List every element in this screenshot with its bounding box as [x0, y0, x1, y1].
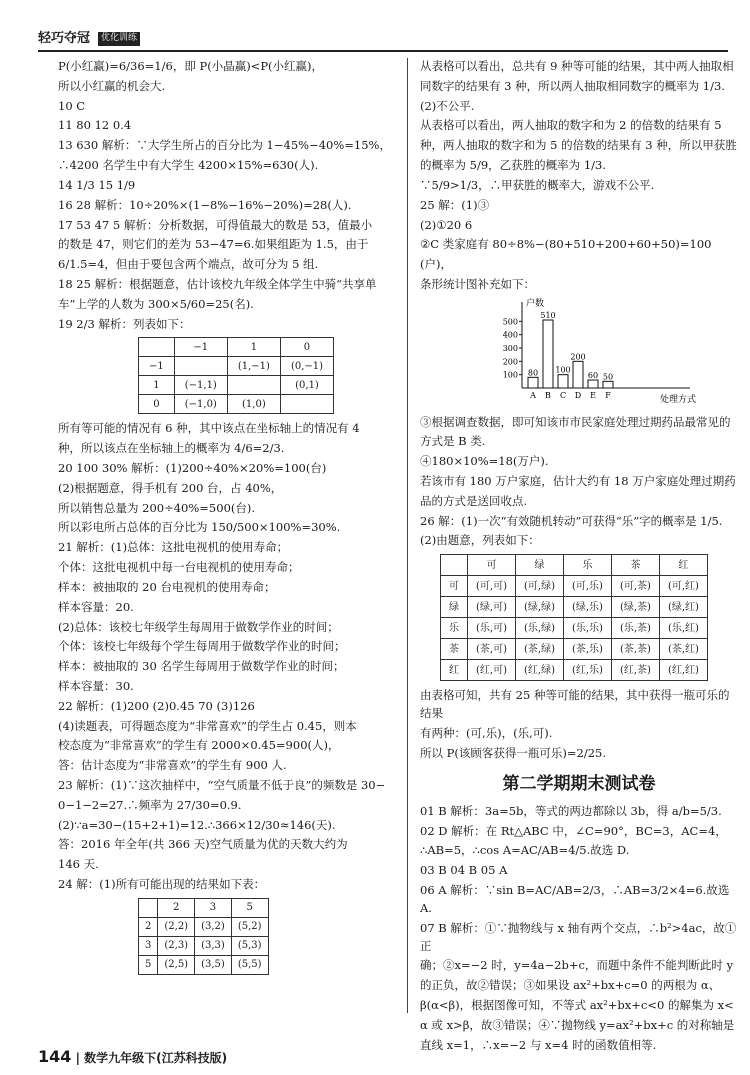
text-line: 所以 P(该顾客获得一瓶可乐)=2/25.	[420, 745, 606, 760]
text-line: (2)①20 6	[420, 217, 473, 232]
data-label: 60	[587, 370, 599, 380]
text-line: 种，所以该点在坐标轴上的概率为 4/6=2/3.	[58, 441, 285, 456]
data-label: 200	[570, 352, 586, 362]
bar-B	[543, 320, 553, 388]
table-cell: (3,2)	[195, 917, 232, 936]
text-line: 确；②x=−2 时，y=4a−2b+c，而题中条件不能判断此时 y	[420, 958, 734, 973]
table-cell: 5	[139, 955, 158, 974]
right-text-block-3	[420, 687, 738, 762]
table-cell: (可,乐)	[563, 576, 611, 597]
text-line: (2)不公平.	[420, 98, 475, 113]
text-line: ③根据调查数据，即可知该市市民家庭处理过期药品最常见的	[420, 414, 731, 429]
table-cell: 可	[441, 576, 468, 597]
text-line: 样本：被抽取的 20 台电视机的使用寿命；	[58, 579, 276, 594]
text-line: 17 53 47 5 解析：分析数据，可得值最大的数是 53，值最小	[58, 217, 373, 232]
table-cell: 1	[227, 338, 280, 357]
section-title: 第二学期期末测试卷	[502, 773, 656, 794]
table-cell	[139, 338, 175, 357]
y-axis-label: 户数	[526, 298, 545, 309]
table-cell: (乐,绿)	[515, 618, 563, 639]
table-cell: (可,绿)	[515, 576, 563, 597]
table-cell: (5,2)	[231, 917, 268, 936]
text-line: 14 1/3 15 1/9	[58, 177, 136, 192]
table-row	[441, 639, 708, 660]
text-line: 同数字的结果有 3 种，所以两人抽取相同数字的概率为 1/3.	[420, 78, 725, 93]
table-q24	[138, 898, 269, 975]
text-line: 146 天.	[58, 857, 99, 872]
table-cell: (茶,茶)	[611, 639, 659, 660]
text-line: 06 A 解析：∵sin B=AC/AB=2/3，∴AB=3/2×4=6.故选 A.	[420, 883, 730, 915]
table-cell: (茶,绿)	[515, 639, 563, 660]
data-label: 80	[527, 368, 539, 378]
table-row	[441, 660, 708, 681]
table-row	[441, 555, 708, 576]
table-cell: (绿,可)	[468, 597, 516, 618]
text-line: (4)读题表，可得题态度为“非常喜欢”的学生占 0.45，则本	[58, 718, 357, 733]
text-line: 0−1−2=27.∴频率为 27/30=0.9.	[58, 797, 242, 812]
text-line: 20 100 30% 解析：(1)200÷40%×20%=100(台)	[58, 461, 327, 475]
text-line: 03 B 04 B 05 A	[420, 863, 508, 878]
table-cell: 0	[139, 395, 175, 414]
book-title: 数学九年级下(江苏科技版)	[84, 1051, 228, 1065]
text-line: 11 80 12 0.4	[58, 118, 132, 133]
y-tick-label: 500	[502, 317, 518, 327]
text-line: 6/1.5=4，但由于要包含两个端点，故可分为 5 组.	[58, 257, 319, 272]
text-line: (户)，	[420, 257, 452, 272]
x-tick-label: C	[559, 390, 567, 400]
table-cell: (1,0)	[227, 395, 280, 414]
table-cell: (1,−1)	[227, 357, 280, 376]
table-cell: (5,5)	[231, 955, 268, 974]
text-line: (2)根据题意，得手机有 200 台，占 40%，	[58, 480, 283, 495]
bar-chart	[500, 296, 738, 414]
table-cell: (2,2)	[158, 917, 195, 936]
right-text-block-2	[420, 414, 738, 551]
text-line: 所以销售总量为 200÷40%=500(台).	[58, 500, 256, 515]
text-line: 所以小红赢的机会大.	[58, 78, 166, 93]
text-line: 答：2016 年全年(共 366 天)空气质量为优的天数大约为	[58, 837, 348, 852]
data-label: 100	[555, 365, 571, 375]
text-line: ∴4200 名学生中有大学生 4200×15%=630(人).	[58, 158, 319, 173]
text-line: 品的方式是送回收点.	[420, 493, 528, 508]
table-cell: 可	[468, 555, 516, 576]
table-cell: (乐,乐)	[563, 618, 611, 639]
table-cell: (2,5)	[158, 955, 195, 974]
table-cell: (乐,可)	[468, 618, 516, 639]
page-number: 144	[38, 1047, 72, 1066]
text-line: 答：估计态度为“非常喜欢”的学生有 900 人.	[58, 758, 287, 773]
table-row	[139, 395, 334, 414]
table-cell: 1	[139, 376, 175, 395]
text-line: P(小红赢)=6/36=1/6，即 P(小晶赢)<P(小红赢)，	[58, 59, 324, 73]
text-line: 从表格可以看出，两人抽取的数字和为 2 的倍数的结果有 5	[420, 118, 722, 133]
text-line: ②C 类家庭有 80÷8%−(80+510+200+60+50)=100	[420, 237, 712, 252]
text-line: 16 28 解析：10÷20%×(1−8%−16%−20%)=28(人).	[58, 197, 352, 212]
text-line: 19 2/3 解析：列表如下：	[58, 316, 191, 331]
table-cell: (红,红)	[659, 660, 707, 681]
x-tick-label: A	[530, 390, 536, 400]
table-cell: (茶,乐)	[563, 639, 611, 660]
data-label: 510	[540, 310, 556, 320]
right-text-block-4	[420, 803, 738, 1055]
table-cell: (可,茶)	[611, 576, 659, 597]
table-cell: (绿,乐)	[563, 597, 611, 618]
table-cell: −1	[174, 338, 227, 357]
table-cell: 0	[280, 338, 333, 357]
text-line: 07 B 解析：①∵抛物线与 x 轴有两个交点，∴b²>4ac，故①正	[420, 920, 737, 953]
table-cell: (5,3)	[231, 936, 268, 955]
table-q26	[440, 554, 708, 681]
table-row	[139, 936, 269, 955]
text-line: 的数是 47，则它们的差为 53−47=6.如果组距为 1.5，由于	[58, 237, 369, 252]
text-line: 从表格可以看出，总共有 9 种等可能的结果，其中两人抽取相	[420, 59, 734, 73]
text-line: 所有等可能的情况有 6 种，其中该点在坐标轴上的情况有 4	[58, 421, 360, 436]
bar-A	[528, 377, 538, 388]
text-line: 直线 x=1，∴x=−2 与 x=4 时的函数值相等.	[420, 1037, 657, 1052]
text-line: 的概率为 5/9，乙获胜的概率为 1/3.	[420, 158, 606, 173]
text-line: (2)∵a=30−(15+2+1)=12.∴366×12/30≈146(天).	[58, 817, 336, 832]
table-cell: (可,可)	[468, 576, 516, 597]
x-tick-label: E	[590, 390, 596, 400]
table-cell: (红,绿)	[515, 660, 563, 681]
table-cell: 2	[158, 898, 195, 917]
table-cell: (茶,可)	[468, 639, 516, 660]
table-row	[441, 618, 708, 639]
text-line: 所以彩电所占总体的百分比为 150/500×100%=30%.	[58, 520, 341, 535]
table-cell: 2	[139, 917, 158, 936]
table-row	[139, 917, 269, 936]
table-cell: 红	[441, 660, 468, 681]
text-line: 车”上学的人数为 300×5/60=25(名).	[58, 296, 254, 311]
table-cell: (绿,茶)	[611, 597, 659, 618]
bar-E	[588, 380, 598, 388]
text-line: 种，两人抽取的数字和为 5 的倍数的结果有 3 种，所以甲获胜	[420, 138, 737, 153]
text-line: 02 D 解析：在 Rt△ABC 中，∠C=90°，BC=3，AC=4，	[420, 823, 727, 838]
table-cell	[280, 395, 333, 414]
table-cell: (绿,绿)	[515, 597, 563, 618]
bar-D	[573, 361, 583, 388]
bar-chart-svg	[500, 296, 720, 408]
bar-F	[603, 381, 613, 388]
table-cell: (可,红)	[659, 576, 707, 597]
right-text-block	[420, 58, 738, 294]
table-cell: (红,乐)	[563, 660, 611, 681]
table-cell: (茶,红)	[659, 639, 707, 660]
text-line: 个体：这批电视机中每一台电视机的使用寿命；	[58, 560, 300, 575]
table-cell: (3,3)	[195, 936, 232, 955]
text-line: 条形统计图补充如下：	[420, 276, 535, 291]
text-line: 方式是 B 类.	[420, 434, 486, 449]
text-line: 26 解：(1)一次“有效随机转动”可获得“乐”字的概率是 1/5.	[420, 513, 723, 528]
table-row	[441, 597, 708, 618]
page-header	[38, 28, 728, 52]
table-cell: (3,5)	[195, 955, 232, 974]
table-cell: 绿	[441, 597, 468, 618]
text-line: 的正负，故②错误；③如果设 ax²+bx+c=0 的两根为 α、	[420, 978, 721, 993]
table-row	[139, 898, 269, 917]
text-line: 18 25 解析：根据题意，估计该校九年级全体学生中骑“共享单	[58, 276, 377, 291]
table-cell: 乐	[563, 555, 611, 576]
table-q19	[138, 337, 334, 414]
x-tick-label: F	[605, 390, 611, 400]
left-column	[58, 58, 410, 981]
text-line: 若该市有 180 万户家庭，估计大约有 18 万户家庭处理过期药	[420, 474, 736, 488]
table-cell	[139, 898, 158, 917]
table-row	[441, 576, 708, 597]
left-text-block-2	[58, 420, 410, 894]
table-row	[139, 338, 334, 357]
text-line: 13 630 解析：∵大学生所占的百分比为 1−45%−40%=15%，	[58, 138, 391, 153]
text-line: (2)由题意，列表如下：	[420, 533, 540, 548]
data-label: 50	[602, 372, 614, 382]
text-line: 21 解析：(1)总体：这批电视机的使用寿命；	[58, 540, 289, 555]
table-cell: 茶	[441, 639, 468, 660]
table-cell: (绿,红)	[659, 597, 707, 618]
text-line: 样本容量：20.	[58, 599, 134, 614]
table-cell: (−1,0)	[174, 395, 227, 414]
y-tick-label: 300	[502, 343, 518, 353]
text-line: 由表格可知，共有 25 种等可能的结果，其中获得一瓶可乐的结果	[420, 688, 730, 721]
table-cell: (2,3)	[158, 936, 195, 955]
page-footer: 144 | 数学九年级下(江苏科技版)	[38, 1047, 228, 1066]
y-tick-label: 200	[502, 357, 518, 367]
left-text-block	[58, 58, 410, 333]
table-cell: (红,可)	[468, 660, 516, 681]
table-cell: 乐	[441, 618, 468, 639]
table-cell: (乐,茶)	[611, 618, 659, 639]
y-tick-label: 100	[502, 370, 518, 380]
header-logo: 轻巧夺冠	[38, 30, 91, 46]
table-cell: (乐,红)	[659, 618, 707, 639]
text-line: 样本容量：30.	[58, 678, 134, 693]
text-line: 10 C	[58, 98, 86, 113]
table-cell: 红	[659, 555, 707, 576]
text-line: 23 解析：(1)∵这次抽样中，“空气质量不低于良”的频数是 30−	[58, 778, 386, 792]
table-cell: 5	[231, 898, 268, 917]
table-cell: 茶	[611, 555, 659, 576]
text-line: β(α<β)，根据图像可知，不等式 ax²+bx+c<0 的解集为 x<	[420, 997, 734, 1012]
table-cell: (−1,1)	[174, 376, 227, 395]
text-line: ∵5/9>1/3，∴甲获胜的概率大，游戏不公平.	[420, 177, 655, 192]
text-line: ④180×10%=18(万户).	[420, 454, 549, 469]
text-line: 24 解：(1)所有可能出现的结果如下表：	[58, 877, 266, 892]
table-cell: 绿	[515, 555, 563, 576]
y-tick-label: 400	[502, 330, 518, 340]
text-line: 有两种：(可,乐)，(乐,可).	[420, 725, 553, 740]
table-row	[139, 376, 334, 395]
x-axis-label: 处理方式	[660, 394, 697, 405]
bar-C	[558, 374, 568, 387]
text-line: α 或 x>β，故③错误；④∵抛物线 y=ax²+bx+c 的对称轴是	[420, 1017, 735, 1032]
table-row	[139, 357, 334, 376]
text-line: 01 B 解析：3a=5b，等式的两边都除以 3b，得 a/b=5/3.	[420, 803, 722, 818]
table-cell	[174, 357, 227, 376]
table-cell: (0,−1)	[280, 357, 333, 376]
text-line: 校态度为“非常喜欢”的学生有 2000×0.45=900(人)，	[58, 738, 340, 753]
table-cell: −1	[139, 357, 175, 376]
text-line: 22 解析：(1)200 (2)0.45 70 (3)126	[58, 698, 255, 713]
table-cell	[227, 376, 280, 395]
header-subtitle: 优化训练	[98, 32, 140, 46]
table-cell: 3	[195, 898, 232, 917]
text-line: (2)总体：该校七年级学生每周用于做数学作业的时间；	[58, 619, 339, 634]
x-tick-label: B	[545, 390, 551, 400]
table-row	[139, 955, 269, 974]
text-line: 样本：被抽取的 30 名学生每周用于做数学作业的时间；	[58, 659, 345, 674]
x-tick-label: D	[574, 390, 582, 400]
text-line: 个体：该校七年级每个学生每周用于做数学作业的时间；	[58, 639, 346, 654]
table-cell: (0,1)	[280, 376, 333, 395]
right-column	[420, 58, 738, 1056]
text-line: 25 解：(1)③	[420, 197, 490, 212]
table-cell: 3	[139, 936, 158, 955]
table-cell: (红,茶)	[611, 660, 659, 681]
table-cell	[441, 555, 468, 576]
text-line: ∴AB=5，∴cos A=AC/AB=4/5.故选 D.	[420, 843, 630, 858]
